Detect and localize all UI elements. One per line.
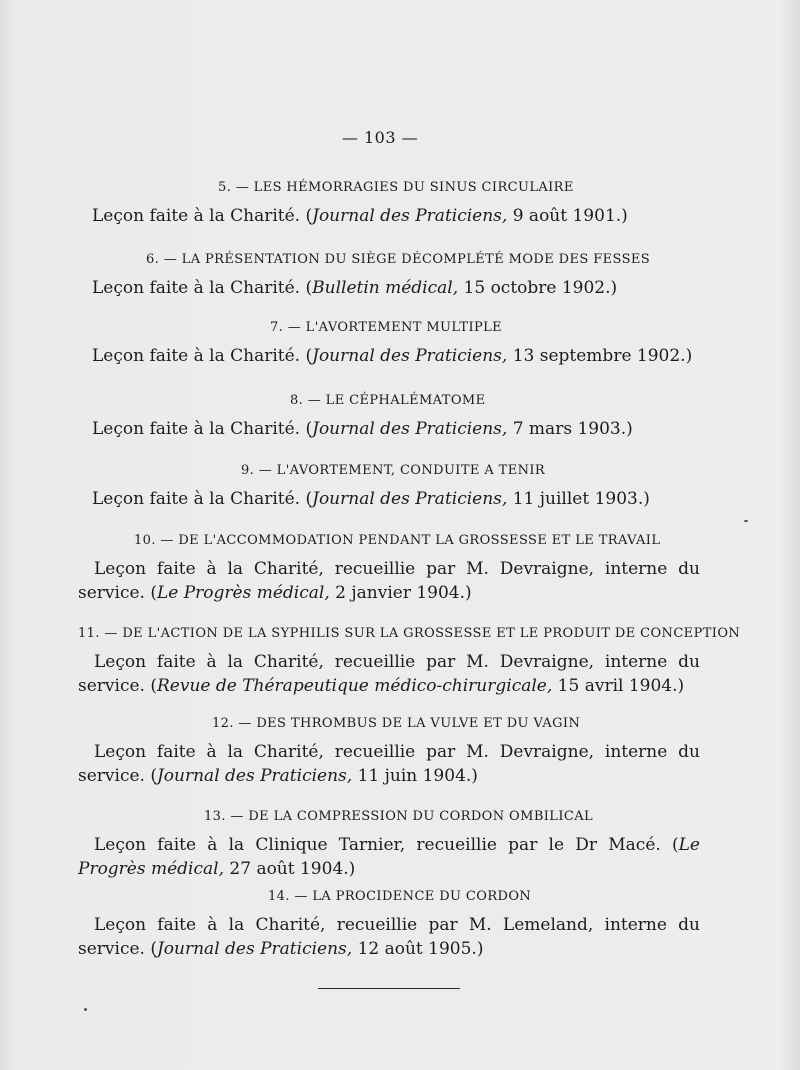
- entry-heading: 8. — LE CÉPHALÉMATOME: [290, 393, 486, 408]
- entry-lesson: [78, 833, 700, 881]
- scan-speck: [744, 520, 748, 522]
- publication-date: 9 août 1901.): [507, 206, 628, 226]
- journal-reference: Journal des Praticiens,: [156, 766, 353, 786]
- entry-heading: 14. — LA PROCIDENCE DU CORDON: [268, 889, 532, 904]
- lesson-text: Leçon faite à la Charité, recueillie par M. Devraigne, interne du service. (: [78, 559, 700, 603]
- journal-reference: Journal des Praticiens,: [156, 939, 353, 959]
- entry-lesson: [78, 487, 700, 511]
- journal-reference: Bulletin médical,: [312, 278, 459, 298]
- lesson-text: Leçon faite à la Charité. (: [92, 346, 313, 366]
- entry-lesson: [78, 417, 700, 441]
- entry-heading: 11. — DE L'ACTION DE LA SYPHILIS SUR LA GROSSESSE ET LE PRODUIT DE CONCEPTION: [78, 626, 741, 641]
- entry-9: [78, 463, 700, 511]
- scan-speck: [84, 1008, 87, 1011]
- journal-reference: Revue de Thérapeutique médico-chirurgicale,: [156, 676, 553, 696]
- entry-13: [78, 809, 700, 881]
- journal-reference: Journal des Praticiens,: [312, 489, 508, 509]
- entry-lesson: [78, 740, 700, 788]
- entry-12: [78, 716, 700, 788]
- entry-heading: 9. — L'AVORTEMENT, CONDUITE A TENIR: [241, 463, 546, 478]
- publication-date: 12 août 1905.): [352, 939, 484, 959]
- publication-date: 27 août 1904.): [224, 859, 356, 879]
- journal-reference: Journal des Praticiens,: [312, 346, 508, 366]
- publication-date: 13 septembre 1902.): [507, 346, 693, 366]
- lesson-text: Leçon faite à la Charité, recueillie par M. Lemeland, interne du service. (: [78, 915, 700, 959]
- entry-lesson: [78, 204, 700, 228]
- entry-lesson: [78, 650, 700, 698]
- entry-heading: 5. — LES HÉMORRAGIES DU SINUS CIRCULAIRE: [218, 180, 574, 195]
- publication-date: 11 juin 1904.): [352, 766, 478, 786]
- entry-heading: 6. — LA PRÉSENTATION DU SIÈGE DÉCOMPLÉTÉ MODE DES FESSES: [146, 252, 651, 267]
- entry-lesson: [78, 557, 700, 605]
- entry-14: [78, 889, 700, 961]
- lesson-text: Leçon faite à la Charité. (: [92, 206, 313, 226]
- entry-lesson: [78, 913, 700, 961]
- entry-5: [78, 180, 700, 228]
- closing-rule: [318, 988, 460, 989]
- lesson-text: Leçon faite à la Charité. (: [92, 489, 313, 509]
- entry-7: [78, 320, 700, 368]
- entry-10: [78, 533, 700, 605]
- journal-reference: Le Progrès médical,: [78, 835, 700, 879]
- entry-6: [78, 252, 700, 300]
- journal-reference: Le Progrès médical,: [156, 583, 330, 603]
- lesson-text: Leçon faite à la Charité. (: [92, 419, 313, 439]
- entry-lesson: [78, 276, 700, 300]
- entry-11: [78, 626, 741, 698]
- entry-heading: 12. — DES THROMBUS DE LA VULVE ET DU VAGIN: [212, 716, 581, 731]
- lesson-text: Leçon faite à la Charité, recueillie par M. Devraigne, interne du service. (: [78, 652, 700, 696]
- publication-date: 15 octobre 1902.): [458, 278, 618, 298]
- lesson-text: Leçon faite à la Charité, recueillie par M. Devraigne, interne du service. (: [78, 742, 700, 786]
- entry-heading: 10. — DE L'ACCOMMODATION PENDANT LA GROSSESSE ET LE TRAVAIL: [134, 533, 661, 548]
- journal-reference: Journal des Praticiens,: [312, 206, 508, 226]
- page-number: — 103 —: [341, 128, 419, 147]
- entry-8: [78, 393, 700, 441]
- journal-reference: Journal des Praticiens,: [312, 419, 508, 439]
- publication-date: 11 juillet 1903.): [507, 489, 650, 509]
- entry-heading: 13. — DE LA COMPRESSION DU CORDON OMBILICAL: [204, 809, 594, 824]
- entry-lesson: [78, 344, 700, 368]
- publication-date: 7 mars 1903.): [507, 419, 633, 439]
- publication-date: 15 avril 1904.): [552, 676, 685, 696]
- lesson-text: Leçon faite à la Clinique Tarnier, recueillie par le Dr Macé. (: [94, 835, 679, 855]
- entry-heading: 7. — L'AVORTEMENT MULTIPLE: [270, 320, 503, 335]
- lesson-text: Leçon faite à la Charité. (: [92, 278, 313, 298]
- publication-date: 2 janvier 1904.): [329, 583, 472, 603]
